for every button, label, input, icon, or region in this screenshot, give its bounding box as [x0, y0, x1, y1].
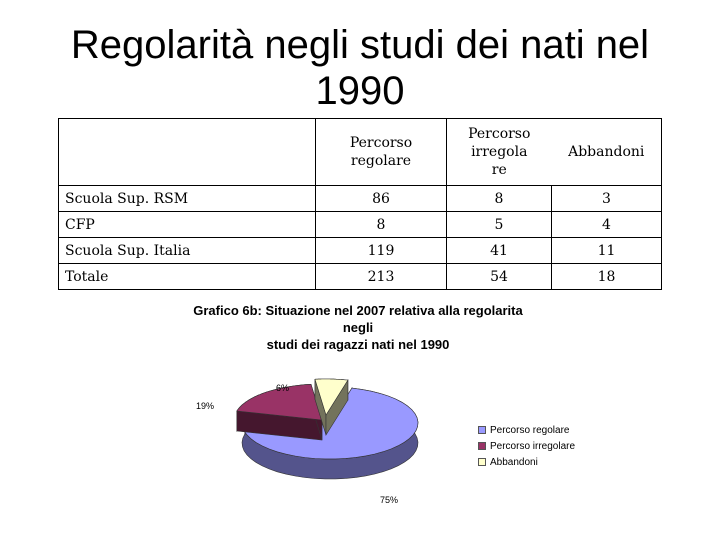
table-cell: 119 — [316, 238, 447, 264]
chart-title-line-2: studi dei ragazzi nati nel 1990 — [266, 337, 450, 352]
slide-title-line-2: 1990 — [315, 69, 405, 113]
table-row — [59, 186, 662, 212]
header-empty-cell — [59, 119, 316, 186]
legend-label: Abbandoni — [490, 456, 538, 468]
pie-label-percorso-irregolare: 19% — [196, 401, 215, 411]
table-cell: 11 — [552, 238, 662, 264]
row-label: Scuola Sup. RSM — [59, 186, 316, 212]
table-cell: 8 — [316, 212, 447, 238]
legend-label: Percorso irregolare — [490, 440, 576, 452]
pie-label-percorso-regolare: 75% — [380, 495, 399, 505]
table-row — [59, 238, 662, 264]
table-header-row — [59, 119, 662, 186]
legend-swatch-percorso-regolare — [478, 426, 486, 434]
legend-item — [478, 454, 575, 470]
table-cell: 3 — [552, 186, 662, 212]
table-row — [59, 212, 662, 238]
header-abbandoni — [552, 119, 662, 186]
chart-title — [178, 302, 538, 353]
table-cell: 4 — [552, 212, 662, 238]
table-cell: 5 — [447, 212, 552, 238]
header-text: irregola — [471, 144, 528, 160]
legend-label: Percorso regolare — [490, 424, 570, 436]
table-cell: 213 — [316, 264, 447, 290]
chart-title-line-1: Grafico 6b: Situazione nel 2007 relativa alla regolarita negli — [193, 303, 523, 335]
pie-chart — [180, 375, 420, 505]
legend-swatch-abbandoni — [478, 458, 486, 466]
header-percorso-irregolare — [447, 119, 552, 186]
header-text: Abbandoni — [568, 144, 645, 160]
table-row — [59, 264, 662, 290]
legend-item — [478, 422, 575, 438]
row-label: CFP — [59, 212, 316, 238]
header-text: re — [491, 162, 507, 178]
slide-title — [0, 22, 720, 114]
header-text: Percorso — [468, 126, 531, 142]
header-text: Percorso — [349, 135, 413, 151]
pie-label-abbandoni: 6% — [276, 383, 290, 393]
table-cell: 41 — [447, 238, 552, 264]
slide-title-line-1: Regolarità negli studi dei nati nel — [70, 23, 650, 67]
legend-item — [478, 438, 575, 454]
legend-swatch-percorso-irregolare — [478, 442, 486, 450]
row-label: Totale — [59, 264, 316, 290]
table-cell: 54 — [447, 264, 552, 290]
header-text: regolare — [350, 153, 412, 169]
header-percorso-regolare — [316, 119, 447, 186]
table-cell: 86 — [316, 186, 447, 212]
row-label: Scuola Sup. Italia — [59, 238, 316, 264]
table-cell: 18 — [552, 264, 662, 290]
table-cell: 8 — [447, 186, 552, 212]
data-table — [58, 118, 662, 290]
chart-legend — [478, 422, 575, 470]
